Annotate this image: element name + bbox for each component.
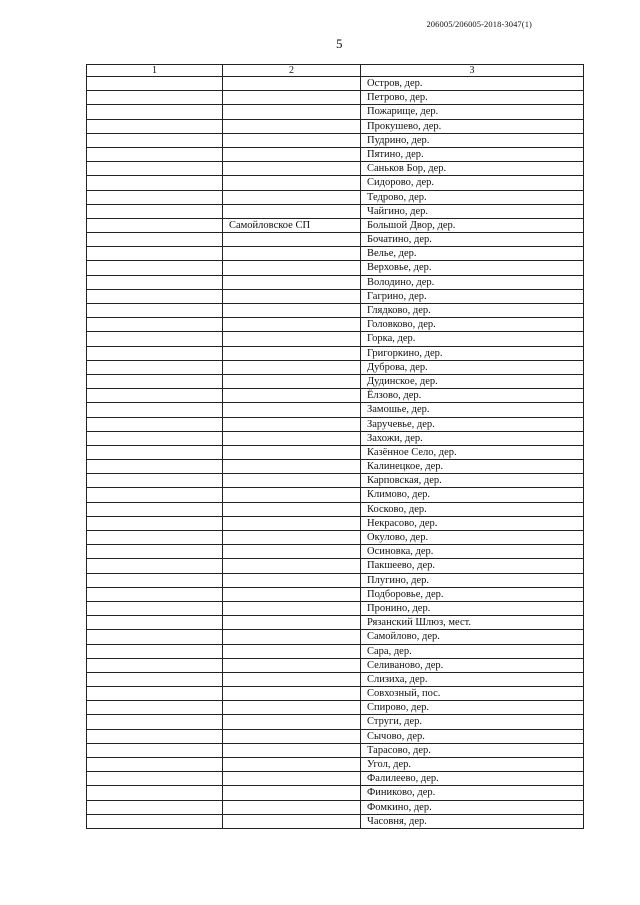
table-cell-locality-name: Замошье, дер. xyxy=(360,403,584,416)
table-row xyxy=(86,602,584,616)
table-row xyxy=(86,715,584,729)
table-header-row xyxy=(86,64,584,77)
table-cell-number xyxy=(86,559,222,572)
table-cell-locality-name: Пятино, дер. xyxy=(360,148,584,161)
table-body xyxy=(86,77,584,829)
table-row xyxy=(86,758,584,772)
table-cell-settlement-name xyxy=(222,474,360,487)
column-header-3: 3 xyxy=(360,65,584,76)
table-cell-number xyxy=(86,474,222,487)
table-cell-settlement-name xyxy=(222,545,360,558)
table-cell-locality-name: Фалилеево, дер. xyxy=(360,772,584,785)
table-cell-number xyxy=(86,276,222,289)
table-cell-number xyxy=(86,588,222,601)
table-cell-locality-name: Спирово, дер. xyxy=(360,701,584,714)
table-cell-settlement-name xyxy=(222,347,360,360)
table-cell-number xyxy=(86,616,222,629)
table-row xyxy=(86,574,584,588)
table-cell-settlement-name xyxy=(222,332,360,345)
table-cell-settlement-name xyxy=(222,801,360,814)
table-cell-locality-name: Пожарище, дер. xyxy=(360,105,584,118)
column-header-2: 2 xyxy=(222,65,360,76)
table-cell-settlement-name xyxy=(222,191,360,204)
table-row xyxy=(86,205,584,219)
table-cell-number xyxy=(86,801,222,814)
table-cell-locality-name: Климово, дер. xyxy=(360,488,584,501)
column-header-1: 1 xyxy=(86,65,222,76)
table-row xyxy=(86,77,584,91)
table-cell-locality-name: Казённое Село, дер. xyxy=(360,446,584,459)
table-cell-number xyxy=(86,758,222,771)
table-cell-locality-name: Рязанский Шлюз, мест. xyxy=(360,616,584,629)
table-row xyxy=(86,105,584,119)
table-row xyxy=(86,545,584,559)
table-cell-locality-name: Сычово, дер. xyxy=(360,730,584,743)
table-cell-number xyxy=(86,630,222,643)
table-row xyxy=(86,191,584,205)
table-cell-number xyxy=(86,120,222,133)
table-cell-locality-name: Саньков Бор, дер. xyxy=(360,162,584,175)
table-row xyxy=(86,645,584,659)
table-cell-locality-name: Велье, дер. xyxy=(360,247,584,260)
table-cell-number xyxy=(86,418,222,431)
table-row xyxy=(86,318,584,332)
table-cell-settlement-name xyxy=(222,715,360,728)
table-cell-locality-name: Ёлзово, дер. xyxy=(360,389,584,402)
table-row xyxy=(86,91,584,105)
table-row xyxy=(86,701,584,715)
table-cell-number xyxy=(86,786,222,799)
table-row xyxy=(86,176,584,190)
table-cell-number xyxy=(86,574,222,587)
table-cell-settlement-name xyxy=(222,645,360,658)
table-cell-locality-name: Заручевье, дер. xyxy=(360,418,584,431)
table-row xyxy=(86,815,584,829)
table-cell-number xyxy=(86,134,222,147)
table-cell-settlement-name xyxy=(222,120,360,133)
table-cell-number xyxy=(86,233,222,246)
table-row xyxy=(86,332,584,346)
table-cell-number xyxy=(86,403,222,416)
table-cell-settlement-name xyxy=(222,531,360,544)
table-cell-settlement-name xyxy=(222,162,360,175)
table-row xyxy=(86,503,584,517)
table-row xyxy=(86,375,584,389)
table-cell-number xyxy=(86,659,222,672)
table-cell-locality-name: Сидорово, дер. xyxy=(360,176,584,189)
table-cell-settlement-name xyxy=(222,559,360,572)
table-cell-settlement-name xyxy=(222,375,360,388)
table-row xyxy=(86,261,584,275)
table-cell-settlement-name xyxy=(222,588,360,601)
table-cell-settlement-name xyxy=(222,488,360,501)
table-cell-locality-name: Чайгино, дер. xyxy=(360,205,584,218)
table-row xyxy=(86,403,584,417)
table-cell-settlement-name xyxy=(222,290,360,303)
table-row xyxy=(86,673,584,687)
table-cell-number xyxy=(86,148,222,161)
table-cell-settlement-name xyxy=(222,517,360,530)
table-row xyxy=(86,134,584,148)
table-cell-number xyxy=(86,517,222,530)
table-cell-number xyxy=(86,191,222,204)
table-cell-number xyxy=(86,687,222,700)
table-row xyxy=(86,488,584,502)
table-row xyxy=(86,460,584,474)
table-cell-settlement-name xyxy=(222,91,360,104)
table-cell-settlement-name xyxy=(222,574,360,587)
table-cell-settlement-name xyxy=(222,361,360,374)
table-cell-settlement-name xyxy=(222,701,360,714)
table-cell-number xyxy=(86,162,222,175)
table-cell-settlement-name xyxy=(222,304,360,317)
table-row xyxy=(86,418,584,432)
table-cell-settlement-name xyxy=(222,432,360,445)
table-row xyxy=(86,588,584,602)
table-cell-number xyxy=(86,261,222,274)
table-cell-number xyxy=(86,460,222,473)
table-cell-number xyxy=(86,105,222,118)
table-row xyxy=(86,304,584,318)
table-row xyxy=(86,474,584,488)
table-cell-settlement-name xyxy=(222,176,360,189)
table-cell-settlement-name xyxy=(222,403,360,416)
table-cell-locality-name: Глядково, дер. xyxy=(360,304,584,317)
table-row xyxy=(86,687,584,701)
table-cell-number xyxy=(86,744,222,757)
table-row xyxy=(86,630,584,644)
table-cell-number xyxy=(86,347,222,360)
table-row xyxy=(86,276,584,290)
table-cell-locality-name: Головково, дер. xyxy=(360,318,584,331)
table-cell-settlement-name xyxy=(222,758,360,771)
table-cell-locality-name: Фомкино, дер. xyxy=(360,801,584,814)
settlements-table xyxy=(86,64,584,829)
table-cell-locality-name: Пакшеево, дер. xyxy=(360,559,584,572)
table-cell-settlement-name xyxy=(222,602,360,615)
table-cell-locality-name: Пудрино, дер. xyxy=(360,134,584,147)
table-cell-settlement-name xyxy=(222,148,360,161)
table-cell-settlement-name xyxy=(222,772,360,785)
table-cell-locality-name: Пронино, дер. xyxy=(360,602,584,615)
table-cell-settlement-name xyxy=(222,134,360,147)
table-cell-number xyxy=(86,332,222,345)
table-cell-locality-name: Володино, дер. xyxy=(360,276,584,289)
table-cell-number xyxy=(86,389,222,402)
table-cell-number xyxy=(86,446,222,459)
table-cell-number xyxy=(86,488,222,501)
table-cell-settlement-name xyxy=(222,261,360,274)
table-cell-settlement-name xyxy=(222,687,360,700)
table-cell-locality-name: Струги, дер. xyxy=(360,715,584,728)
table-cell-number xyxy=(86,645,222,658)
table-cell-locality-name: Финиково, дер. xyxy=(360,786,584,799)
table-cell-number xyxy=(86,247,222,260)
table-cell-locality-name: Тарасово, дер. xyxy=(360,744,584,757)
table-cell-number xyxy=(86,503,222,516)
page-number: 5 xyxy=(336,36,343,51)
table-cell-locality-name: Косково, дер. xyxy=(360,503,584,516)
table-cell-locality-name: Подборовье, дер. xyxy=(360,588,584,601)
document-id: 206005/206005-2018-3047(1) xyxy=(426,19,532,29)
table-cell-settlement-name xyxy=(222,446,360,459)
table-cell-locality-name: Селиваново, дер. xyxy=(360,659,584,672)
table-row xyxy=(86,347,584,361)
table-row xyxy=(86,432,584,446)
table-cell-number xyxy=(86,815,222,828)
table-row xyxy=(86,120,584,134)
table-cell-locality-name: Самойлово, дер. xyxy=(360,630,584,643)
table-cell-locality-name: Калинецкое, дер. xyxy=(360,460,584,473)
table-cell-locality-name: Окулово, дер. xyxy=(360,531,584,544)
table-cell-locality-name: Слизиха, дер. xyxy=(360,673,584,686)
table-cell-locality-name: Карповская, дер. xyxy=(360,474,584,487)
table-cell-settlement-name xyxy=(222,233,360,246)
table-row xyxy=(86,730,584,744)
table-cell-settlement-name xyxy=(222,616,360,629)
table-cell-number xyxy=(86,77,222,90)
table-row xyxy=(86,148,584,162)
table-cell-locality-name: Прокушево, дер. xyxy=(360,120,584,133)
table-cell-number xyxy=(86,673,222,686)
table-row xyxy=(86,559,584,573)
table-cell-number xyxy=(86,545,222,558)
table-cell-settlement-name xyxy=(222,460,360,473)
table-cell-settlement-name: Самойловское СП xyxy=(222,219,360,232)
table-cell-settlement-name xyxy=(222,318,360,331)
table-cell-locality-name: Гагрино, дер. xyxy=(360,290,584,303)
table-row xyxy=(86,162,584,176)
table-row xyxy=(86,744,584,758)
table-cell-number xyxy=(86,304,222,317)
table-cell-settlement-name xyxy=(222,659,360,672)
table-cell-locality-name: Некрасово, дер. xyxy=(360,517,584,530)
table-cell-number xyxy=(86,375,222,388)
table-cell-locality-name: Захожи, дер. xyxy=(360,432,584,445)
table-cell-locality-name: Часовня, дер. xyxy=(360,815,584,828)
table-cell-number xyxy=(86,432,222,445)
table-cell-locality-name: Горка, дер. xyxy=(360,332,584,345)
table-cell-settlement-name xyxy=(222,786,360,799)
table-cell-settlement-name xyxy=(222,503,360,516)
table-cell-number xyxy=(86,531,222,544)
table-cell-locality-name: Григоркино, дер. xyxy=(360,347,584,360)
table-row xyxy=(86,772,584,786)
table-cell-settlement-name xyxy=(222,276,360,289)
table-cell-number xyxy=(86,715,222,728)
table-cell-settlement-name xyxy=(222,630,360,643)
table-cell-number xyxy=(86,219,222,232)
table-row xyxy=(86,247,584,261)
table-row xyxy=(86,361,584,375)
table-cell-locality-name: Сара, дер. xyxy=(360,645,584,658)
table-row xyxy=(86,801,584,815)
table-cell-settlement-name xyxy=(222,418,360,431)
table-row xyxy=(86,219,584,233)
table-cell-number xyxy=(86,176,222,189)
table-cell-number xyxy=(86,701,222,714)
table-cell-settlement-name xyxy=(222,673,360,686)
table-row xyxy=(86,517,584,531)
table-row xyxy=(86,446,584,460)
table-cell-settlement-name xyxy=(222,77,360,90)
table-cell-settlement-name xyxy=(222,815,360,828)
table-cell-locality-name: Плугино, дер. xyxy=(360,574,584,587)
table-cell-number xyxy=(86,772,222,785)
table-cell-number xyxy=(86,205,222,218)
table-row xyxy=(86,233,584,247)
table-cell-locality-name: Петрово, дер. xyxy=(360,91,584,104)
table-row xyxy=(86,290,584,304)
table-row xyxy=(86,786,584,800)
table-cell-locality-name: Большой Двор, дер. xyxy=(360,219,584,232)
table-cell-locality-name: Бочатино, дер. xyxy=(360,233,584,246)
table-cell-number xyxy=(86,602,222,615)
table-cell-locality-name: Осиновка, дер. xyxy=(360,545,584,558)
table-cell-locality-name: Дуброва, дер. xyxy=(360,361,584,374)
table-cell-settlement-name xyxy=(222,389,360,402)
table-cell-locality-name: Угол, дер. xyxy=(360,758,584,771)
table-cell-settlement-name xyxy=(222,730,360,743)
table-row xyxy=(86,659,584,673)
table-row xyxy=(86,531,584,545)
table-cell-number xyxy=(86,361,222,374)
table-cell-number xyxy=(86,318,222,331)
table-row xyxy=(86,616,584,630)
table-cell-settlement-name xyxy=(222,247,360,260)
table-row xyxy=(86,389,584,403)
table-cell-number xyxy=(86,290,222,303)
table-cell-number xyxy=(86,91,222,104)
table-cell-locality-name: Остров, дер. xyxy=(360,77,584,90)
table-cell-settlement-name xyxy=(222,105,360,118)
table-cell-number xyxy=(86,730,222,743)
table-cell-locality-name: Дудинское, дер. xyxy=(360,375,584,388)
table-cell-locality-name: Тедрово, дер. xyxy=(360,191,584,204)
table-cell-settlement-name xyxy=(222,744,360,757)
table-cell-settlement-name xyxy=(222,205,360,218)
table-cell-locality-name: Верховье, дер. xyxy=(360,261,584,274)
table-cell-locality-name: Совхозный, пос. xyxy=(360,687,584,700)
